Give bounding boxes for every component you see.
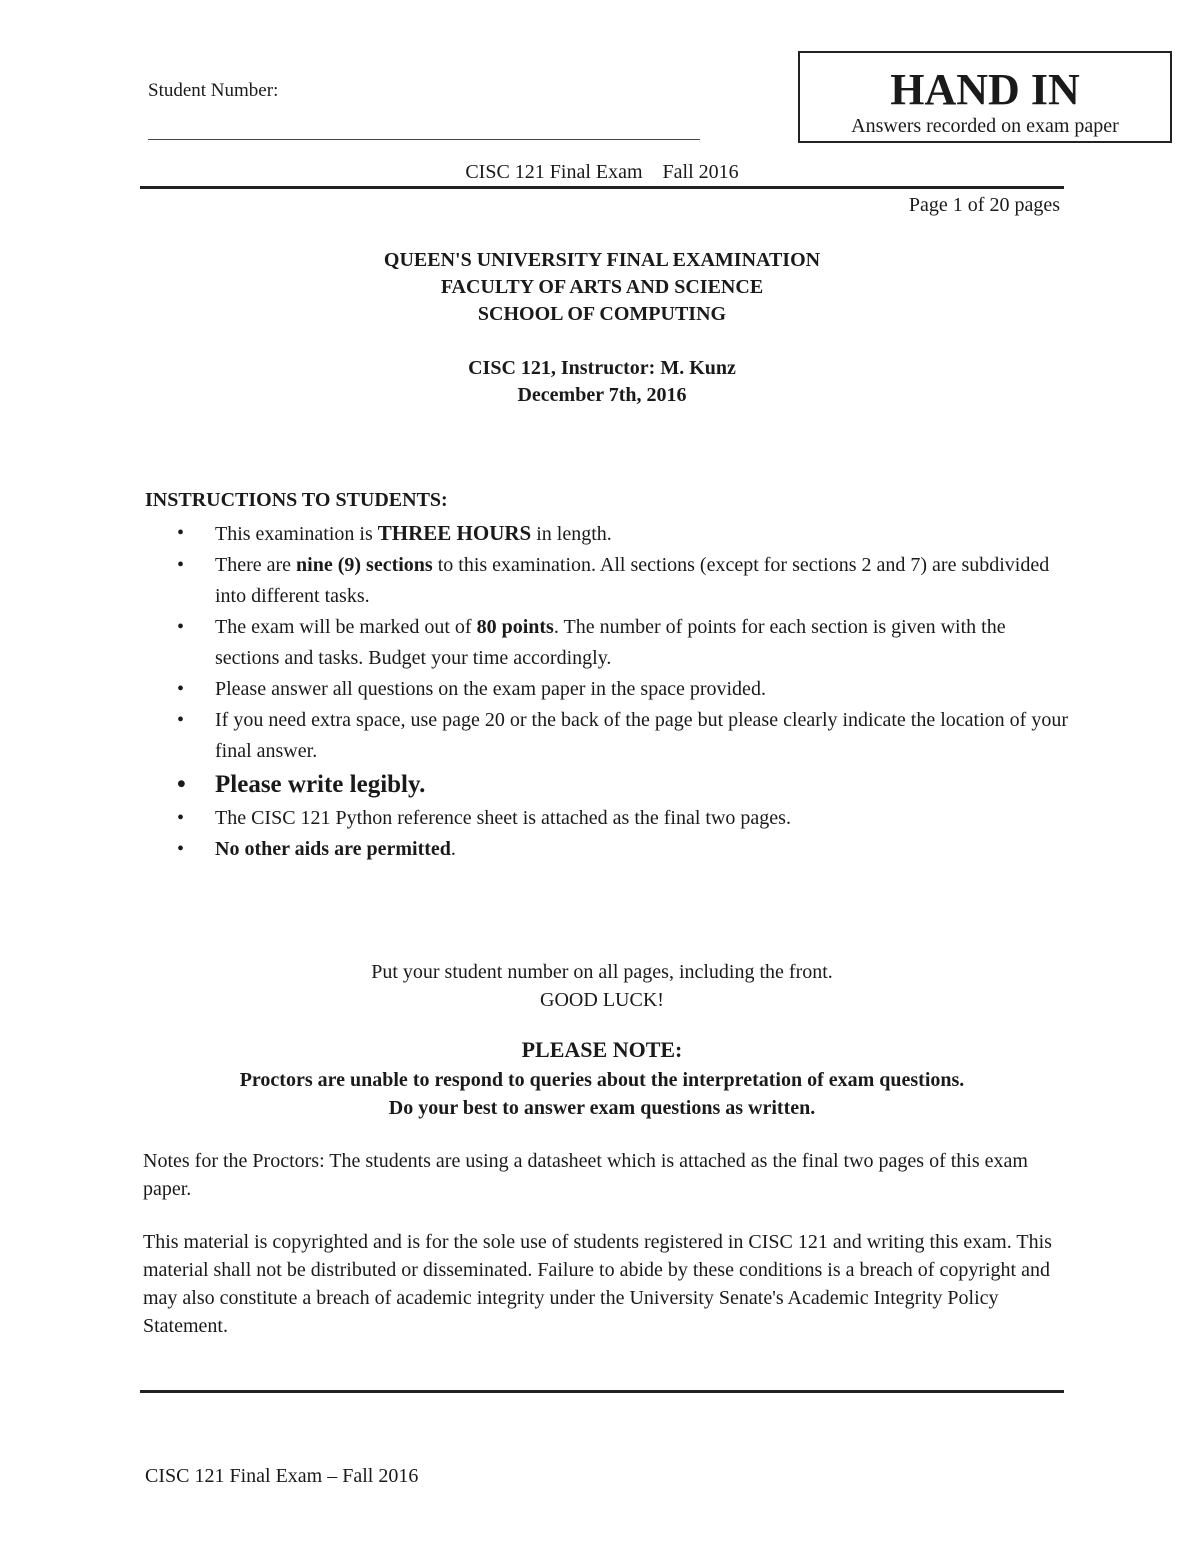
hand-in-title: HAND IN bbox=[890, 65, 1080, 114]
header-rule bbox=[140, 186, 1064, 189]
instruction-item: • Please answer all questions on the exam paper in the space provided. bbox=[175, 674, 1075, 705]
bullet-icon: • bbox=[177, 616, 185, 638]
footer-title: CISC 121 Final Exam – Fall 2016 bbox=[145, 1465, 419, 1487]
university-line-3: SCHOOL OF COMPUTING bbox=[477, 303, 727, 325]
proctor-warning-line-2: Do your best to answer exam questions as written. bbox=[388, 1097, 816, 1119]
instruction-item: • If you need extra space, use page 20 or the back of the page but please clearly indicate the location of your final answer. bbox=[175, 705, 1075, 767]
university-line-2: FACULTY OF ARTS AND SCIENCE bbox=[440, 276, 764, 298]
instructions-list bbox=[175, 518, 1075, 865]
instruction-item: • No other aids are permitted. bbox=[175, 834, 1075, 865]
exam-date: December 7th, 2016 bbox=[517, 384, 687, 406]
instruction-item: • The exam will be marked out of 80 points. The number of points for each section is given with the sections and tasks. Budget your time accordingly. bbox=[175, 612, 1075, 674]
instruction-item: • Please write legibly. bbox=[175, 767, 1075, 803]
copyright-notice: This material is copyrighted and is for the sole use of students registered in CISC 121 and writing this exam. This material shall not be distributed or disseminated. Failure to abide by these conditions is a breach of copyright and may also constitute a breach of academic integrity under the University Senate's Academic Integrity Policy Statement. bbox=[143, 1231, 1052, 1337]
bullet-icon: • bbox=[177, 807, 185, 829]
instruction-item: • The CISC 121 Python reference sheet is attached as the final two pages. bbox=[175, 803, 1075, 834]
instruction-item: • This examination is THREE HOURS in length. bbox=[175, 518, 1075, 550]
exam-header-title: CISC 121 Final Exam Fall 2016 bbox=[465, 161, 739, 183]
closing-note bbox=[0, 958, 1200, 1014]
course-block bbox=[0, 355, 1200, 409]
university-block bbox=[0, 247, 1200, 328]
bullet-icon: • bbox=[177, 838, 185, 860]
instruction-item: • There are nine (9) sections to this examination. All sections (except for sections 2 and 7) are subdivided into different tasks. bbox=[175, 550, 1075, 612]
proctor-warning-line-1: Proctors are unable to respond to queries about the interpretation of exam questions. bbox=[239, 1069, 965, 1091]
bullet-icon: • bbox=[177, 771, 186, 798]
good-luck: GOOD LUCK! bbox=[540, 989, 664, 1011]
student-number-label: Student Number: bbox=[148, 80, 279, 101]
university-line-1: QUEEN'S UNIVERSITY FINAL EXAMINATION bbox=[383, 249, 821, 271]
course-instructor: CISC 121, Instructor: M. Kunz bbox=[468, 357, 736, 379]
bullet-icon: • bbox=[177, 709, 185, 731]
bullet-icon: • bbox=[177, 522, 185, 544]
footer-rule bbox=[140, 1390, 1064, 1393]
student-number-reminder: Put your student number on all pages, including the front. bbox=[371, 961, 833, 983]
proctor-warning bbox=[0, 1066, 1200, 1122]
proctor-notes: Notes for the Proctors: The students are using a datasheet which is attached as the final two pages of this exam paper. bbox=[143, 1150, 1028, 1200]
page-count: Page 1 of 20 pages bbox=[908, 194, 1060, 216]
bullet-icon: • bbox=[177, 554, 185, 576]
instructions-heading: INSTRUCTIONS TO STUDENTS: bbox=[145, 489, 448, 511]
bullet-icon: • bbox=[177, 678, 185, 700]
student-number-line bbox=[148, 139, 700, 140]
hand-in-box bbox=[798, 51, 1172, 143]
hand-in-subtitle: Answers recorded on exam paper bbox=[851, 115, 1119, 137]
please-note-heading: PLEASE NOTE: bbox=[521, 1037, 683, 1062]
